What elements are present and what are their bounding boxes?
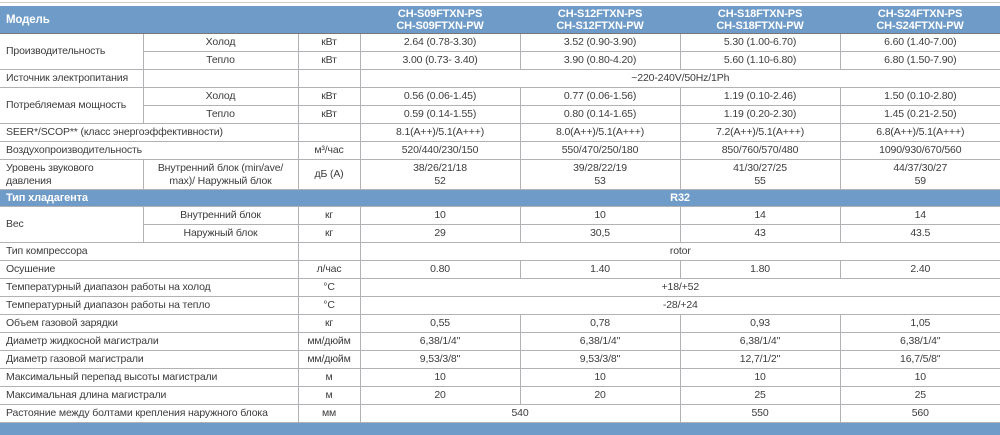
value-cell: 550/470/250/180 xyxy=(520,142,680,160)
value-cell xyxy=(680,160,840,190)
value-cell: 30,5 xyxy=(520,225,680,243)
value-cell: 3.00 (0.73- 3.40) xyxy=(360,52,520,70)
value-cell: 1.19 (0.10-2.46) xyxy=(680,88,840,106)
unit-cell xyxy=(298,70,360,88)
row-label: Диаметр газовой магистрали xyxy=(0,351,298,369)
value-cell-merged: -28/+24 xyxy=(360,297,1000,315)
value-cell: 10 xyxy=(520,207,680,225)
value-cell: 1.40 xyxy=(520,261,680,279)
model-name-line: CH-S18FTXN-PW xyxy=(683,20,837,32)
value-cell: 6,38/1/4'' xyxy=(840,333,1000,351)
value-cell: 10 xyxy=(840,369,1000,387)
spec-row-dehumidification xyxy=(0,261,1000,279)
value-cell xyxy=(840,160,1000,190)
unit-cell: кг xyxy=(298,225,360,243)
value-cell: 10 xyxy=(360,207,520,225)
unit-cell: м xyxy=(298,369,360,387)
unit-cell: мм/дюйм xyxy=(298,351,360,369)
model-name-line: CH-S09FTXN-PS xyxy=(363,8,517,20)
row-label: Вес xyxy=(0,207,143,243)
top-divider xyxy=(0,0,1000,3)
value-cell: 6,38/1/4'' xyxy=(520,333,680,351)
value-cell: 25 xyxy=(840,387,1000,405)
value-cell: 14 xyxy=(840,207,1000,225)
value-cell-merged: rotor xyxy=(360,243,1000,261)
unit-cell xyxy=(298,124,360,142)
value-cell: 7.2(A++)/5.1(A+++) xyxy=(680,124,840,142)
value-cell: 3.52 (0.90-3.90) xyxy=(520,34,680,52)
value-cell: 1,05 xyxy=(840,315,1000,333)
row-label: Диаметр жидкосной магистрали xyxy=(0,333,298,351)
value-cell: 20 xyxy=(520,387,680,405)
unit-cell: кг xyxy=(298,315,360,333)
value-cell: 6,38/1/4'' xyxy=(360,333,520,351)
value-cell: 10 xyxy=(360,369,520,387)
spec-row-power-source xyxy=(0,70,1000,88)
unit-cell: кВт xyxy=(298,106,360,124)
value-cell: 43.5 xyxy=(840,225,1000,243)
value-cell: 2.64 (0.78-3.30) xyxy=(360,34,520,52)
unit-cell: л/час xyxy=(298,261,360,279)
row-sublabel: Холод xyxy=(143,88,298,106)
sublabel-line: Внутренний блок (min/ave/ xyxy=(147,162,295,174)
value-cell: 0,93 xyxy=(680,315,840,333)
row-label: Объем газовой зарядки xyxy=(0,315,298,333)
row-label: Максимальный перепад высоты магистрали xyxy=(0,369,298,387)
spec-row-max-height-difference xyxy=(0,369,1000,387)
model-name-line: CH-S24FTXN-PW xyxy=(843,20,997,32)
model-header-s18 xyxy=(680,6,840,34)
value-cell: 520/440/230/150 xyxy=(360,142,520,160)
spec-row-refrigerant xyxy=(0,190,1000,207)
unit-cell: кг xyxy=(298,207,360,225)
spec-row-gas-charge xyxy=(0,315,1000,333)
model-header-s24 xyxy=(840,6,1000,34)
spec-row-compressor xyxy=(0,243,1000,261)
model-name-line: CH-S09FTXN-PW xyxy=(363,20,517,32)
value-cell xyxy=(520,160,680,190)
noise-outdoor-value: 59 xyxy=(844,175,998,187)
row-label: Потребляемая мощность xyxy=(0,88,143,124)
unit-cell: °С xyxy=(298,297,360,315)
value-cell: 0.77 (0.06-1.56) xyxy=(520,88,680,106)
value-cell: 43 xyxy=(680,225,840,243)
row-label: Воздухопроизводительность xyxy=(0,142,298,160)
unit-cell: кВт xyxy=(298,88,360,106)
bottom-accent-bar xyxy=(0,423,1000,435)
value-cell: 1.45 (0.21-2.50) xyxy=(840,106,1000,124)
sublabel-line: max)/ Наружный блок xyxy=(147,175,295,187)
value-cell: 0,55 xyxy=(360,315,520,333)
value-cell: 560 xyxy=(840,405,1000,423)
row-label: Температурный диапазон работы на холод xyxy=(0,279,298,297)
noise-indoor-value: 38/26/21/18 xyxy=(364,162,517,174)
model-header-s12 xyxy=(520,6,680,34)
row-label: Тип компрессора xyxy=(0,243,298,261)
row-label: Максимальная длина магистрали xyxy=(0,387,298,405)
value-cell: 0.80 (0.14-1.65) xyxy=(520,106,680,124)
value-cell-merged: R32 xyxy=(360,190,1000,207)
row-label: Осушение xyxy=(0,261,298,279)
unit-cell: °С xyxy=(298,279,360,297)
model-header-s09 xyxy=(360,6,520,34)
spec-row-max-pipe-length xyxy=(0,387,1000,405)
spec-row-liquid-pipe-diameter xyxy=(0,333,1000,351)
row-label: Уровень звукового давления xyxy=(0,160,143,190)
spec-row-temp-range-cooling xyxy=(0,279,1000,297)
value-cell: 29 xyxy=(360,225,520,243)
value-cell xyxy=(360,160,520,190)
value-cell: 9,53/3/8'' xyxy=(520,351,680,369)
value-cell-merged: +18/+52 xyxy=(360,279,1000,297)
unit-cell: кВт xyxy=(298,52,360,70)
value-cell: 850/760/570/480 xyxy=(680,142,840,160)
row-sublabel: Наружный блок xyxy=(143,225,298,243)
row-sublabel: Холод xyxy=(143,34,298,52)
unit-cell: м³/час xyxy=(298,142,360,160)
row-label: Производительность xyxy=(0,34,143,70)
row-label: Тип хладагента xyxy=(0,190,360,207)
bottom-bar-cell xyxy=(0,423,1000,435)
spec-row-power-cold xyxy=(0,88,1000,106)
row-sublabel: Тепло xyxy=(143,52,298,70)
model-name-line: CH-S18FTXN-PS xyxy=(683,8,837,20)
model-name-line: CH-S24FTXN-PS xyxy=(843,8,997,20)
noise-outdoor-value: 55 xyxy=(684,175,837,187)
noise-outdoor-value: 52 xyxy=(364,175,517,187)
model-name-line: CH-S12FTXN-PW xyxy=(523,20,677,32)
noise-outdoor-value: 53 xyxy=(524,175,677,187)
value-cell: 6.60 (1.40-7.00) xyxy=(840,34,1000,52)
empty-cell xyxy=(143,70,298,88)
value-cell: 0.80 xyxy=(360,261,520,279)
value-cell: 20 xyxy=(360,387,520,405)
spec-row-temp-range-heating xyxy=(0,297,1000,315)
spec-table xyxy=(0,6,1000,435)
noise-indoor-value: 41/30/27/25 xyxy=(684,162,837,174)
row-label: Растояние между болтами крепления наружного блока xyxy=(0,405,298,423)
value-cell: 0,78 xyxy=(520,315,680,333)
spec-row-gas-pipe-diameter xyxy=(0,351,1000,369)
value-cell: 0.56 (0.06-1.45) xyxy=(360,88,520,106)
unit-cell: мм/дюйм xyxy=(298,333,360,351)
unit-cell: дБ (А) xyxy=(298,160,360,190)
spec-row-performance-heat xyxy=(0,52,1000,70)
row-label: SEER*/SCOP** (класс энергоэффективности) xyxy=(0,124,298,142)
value-cell-merged: ~220-240V/50Hz/1Ph xyxy=(360,70,1000,88)
value-cell: 1.19 (0.20-2.30) xyxy=(680,106,840,124)
value-cell: 550 xyxy=(680,405,840,423)
value-cell: 1090/930/670/560 xyxy=(840,142,1000,160)
value-cell: 25 xyxy=(680,387,840,405)
value-cell: 0.59 (0.14-1.55) xyxy=(360,106,520,124)
value-cell: 5.30 (1.00-6.70) xyxy=(680,34,840,52)
value-cell: 6.8(A++)/5.1(A+++) xyxy=(840,124,1000,142)
row-sublabel xyxy=(143,160,298,190)
value-cell: 14 xyxy=(680,207,840,225)
spec-row-weight-indoor xyxy=(0,207,1000,225)
model-header-label: Модель xyxy=(0,6,360,34)
value-cell: 1.80 xyxy=(680,261,840,279)
spec-row-power-heat xyxy=(0,106,1000,124)
spec-row-noise-level xyxy=(0,160,1000,190)
spec-row-seer-scop xyxy=(0,124,1000,142)
model-name-line: CH-S12FTXN-PS xyxy=(523,8,677,20)
value-cell: 9,53/3/8'' xyxy=(360,351,520,369)
value-cell: 16,7/5/8'' xyxy=(840,351,1000,369)
unit-cell: мм xyxy=(298,405,360,423)
unit-cell: кВт xyxy=(298,34,360,52)
value-cell: 10 xyxy=(520,369,680,387)
value-cell: 6,38/1/4'' xyxy=(680,333,840,351)
unit-cell xyxy=(298,243,360,261)
row-label: Источник электропитания xyxy=(0,70,143,88)
spec-row-weight-outdoor xyxy=(0,225,1000,243)
row-sublabel: Внутренний блок xyxy=(143,207,298,225)
spec-row-bolt-distance xyxy=(0,405,1000,423)
value-cell: 8.0(A++)/5.1(A+++) xyxy=(520,124,680,142)
spec-row-performance-cold xyxy=(0,34,1000,52)
value-cell: 1.50 (0.10-2.80) xyxy=(840,88,1000,106)
value-cell: 12,7/1/2'' xyxy=(680,351,840,369)
noise-indoor-value: 44/37/30/27 xyxy=(844,162,998,174)
table-header-row xyxy=(0,6,1000,34)
spec-row-airflow xyxy=(0,142,1000,160)
noise-indoor-value: 39/28/22/19 xyxy=(524,162,677,174)
value-cell: 2.40 xyxy=(840,261,1000,279)
value-cell: 8.1(A++)/5.1(A+++) xyxy=(360,124,520,142)
value-cell: 3.90 (0.80-4.20) xyxy=(520,52,680,70)
row-label: Температурный диапазон работы на тепло xyxy=(0,297,298,315)
value-cell: 6.80 (1.50-7.90) xyxy=(840,52,1000,70)
unit-cell: м xyxy=(298,387,360,405)
value-cell: 5.60 (1.10-6.80) xyxy=(680,52,840,70)
row-sublabel: Тепло xyxy=(143,106,298,124)
value-cell: 10 xyxy=(680,369,840,387)
value-cell-merged: 540 xyxy=(360,405,680,423)
